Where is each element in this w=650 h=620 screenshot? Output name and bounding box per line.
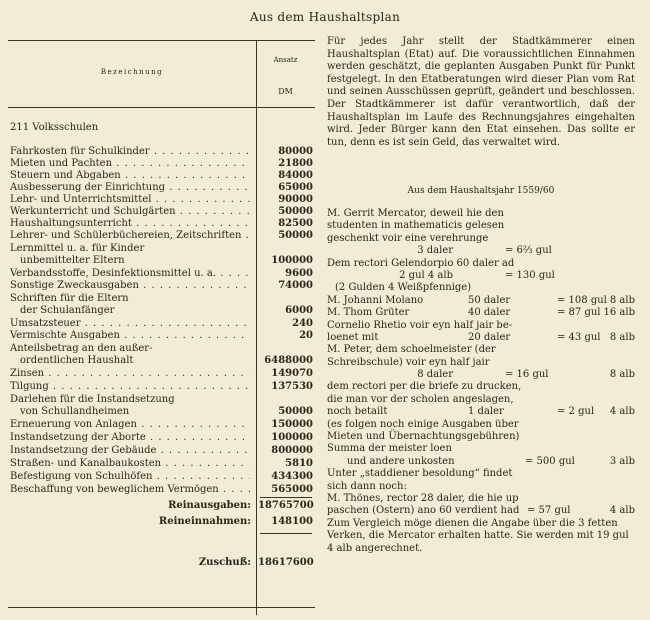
row-desc: Zinsen . . . <box>10 368 250 380</box>
ledger-line: (es folgen noch einige Ausgaben über <box>327 418 519 430</box>
row-amount: 100000 <box>271 432 313 443</box>
ledger-line: und andere unkosten = 500 gul 3 alb <box>347 455 635 467</box>
row-desc: Mieten und Pachten . . . <box>10 158 250 170</box>
row-desc: Anteilsbetrag an den außer- ordentlichen Haushalt . . . <box>10 343 250 367</box>
ledger-line: noch betailt 1 daler = 2 gul 4 alb <box>327 406 635 418</box>
ledger-line: M. Thönes, rector 28 daler, die hie up <box>327 492 519 504</box>
history-ledger <box>327 208 635 555</box>
ledger-line: die man vor der scholen angeslagen, <box>327 393 514 405</box>
total-amount: 18765700 <box>258 500 314 511</box>
row-amount: 50000 <box>278 406 313 417</box>
row-desc: Lernmittel u. a. für Kinder unbemittelter Eltern . . . <box>10 243 250 267</box>
header-ansatz: Ansatz <box>273 56 298 64</box>
ledger-line: (2 Gulden 4 Weißpfennige) <box>335 282 472 294</box>
sum-rule <box>260 533 312 534</box>
row-desc: Verbandsstoffe, Desinfektionsmittel u. a. . . . <box>10 268 250 280</box>
total-label: Reineinnahmen: <box>158 516 251 527</box>
table-top-rule <box>8 40 315 41</box>
row-desc: Werkunterricht und Schulgärten . . . <box>10 206 250 218</box>
row-desc: Befestigung von Schulhöfen . . . <box>10 471 250 483</box>
row-desc: Instandsetzung der Aborte . . . <box>10 432 250 444</box>
ledger-line: Mieten und Übernachtungsgebühren) <box>327 431 520 443</box>
ledger-line: Dem rectori Gelendorpio 60 daler ad <box>327 257 515 269</box>
row-desc: Sonstige Zweckausgaben . . . <box>10 280 250 292</box>
ledger-line: Cornelio Rhetio voir eyn half jair be- <box>327 319 513 331</box>
row-desc: Ausbesserung der Einrichtung . . . <box>10 182 250 194</box>
row-amount: 150000 <box>271 419 313 430</box>
row-desc: Fahrkosten für Schulkinder . . . <box>10 146 250 158</box>
row-amount: 137530 <box>271 381 313 392</box>
row-amount: 5810 <box>285 458 313 469</box>
row-amount: 565000 <box>271 484 313 495</box>
ledger-line: 3 daler = 6⅔ gul <box>417 245 552 257</box>
ledger-line: paschen (Ostern) ano 60 verdient had = 57 gul 4 alb <box>327 505 635 517</box>
row-desc: Straßen- und Kanalbaukosten . . . <box>10 458 250 470</box>
ledger-line: sich dann noch: <box>327 480 407 492</box>
row-amount: 149070 <box>271 368 313 379</box>
row-amount: 800000 <box>271 445 313 456</box>
row-amount: 74000 <box>278 280 313 291</box>
ledger-line: M. Thom Grüter 40 daler = 87 gul 16 alb <box>327 307 635 319</box>
ledger-line: geschenkt voir eine verehrunge <box>327 232 489 244</box>
row-amount: 82500 <box>278 218 313 229</box>
row-amount: 84000 <box>278 170 313 181</box>
row-amount: 21800 <box>278 158 313 169</box>
row-amount: 90000 <box>278 194 313 205</box>
row-desc: Lehr- und Unterrichtsmittel . . . <box>10 194 250 206</box>
row-desc: Haushaltungsunterricht . . . <box>10 218 250 230</box>
budget-table <box>8 40 315 615</box>
row-desc: Lehrer- und Schülerbüchereien, Zeitschriften . . . <box>10 230 250 242</box>
row-amount: 50000 <box>278 230 313 241</box>
amount-column-rule <box>256 40 257 615</box>
row-desc: Steuern und Abgaben . . . <box>10 170 250 182</box>
total-amount: 148100 <box>271 516 313 527</box>
row-desc: Erneuerung von Anlagen . . . <box>10 419 250 431</box>
ledger-line: Unter „staddiener besoldung“ findet <box>327 468 513 480</box>
ledger-line: studenten in mathematicis gelesen <box>327 220 505 232</box>
row-desc: Tilgung . . . <box>10 381 250 393</box>
header-description: Bezeichnung <box>100 68 164 76</box>
row-amount: 65000 <box>278 182 313 193</box>
row-amount: 50000 <box>278 206 313 217</box>
row-amount: 80000 <box>278 146 313 157</box>
table-header-rule <box>8 107 315 108</box>
header-unit: DM <box>278 87 293 96</box>
row-desc: Umsatzsteuer . . . <box>10 318 250 330</box>
total-amount: 18617600 <box>258 557 314 568</box>
ledger-line: 2 gul 4 alb = 130 gul <box>399 269 555 281</box>
row-desc: Schriften für die Eltern der Schulanfänger . . . <box>10 293 250 317</box>
intro-paragraph: Für jedes Jahr stellt der Stadtkämmerer einen Haushaltsplan (Etat) auf. Die voraussichtlichen Einnahmen werden geschätzt, die geplanten Ausgaben Punkt für Punkt festgelegt. In den Etatberatungen wird dieser Plan vom Rat und seinen Ausschüssen geprüft, geändert und beschlossen. Der Stadtkämmerer ist dafür verantwortlich, daß der Haushaltsplan im Laufe des Rechnungsjahres eingehalten wird. Jeder Bürger kann den Etat einsehen. Das sollte er tun, denn es ist sein Geld, das verwaltet wird. <box>327 36 635 148</box>
total-label: Reinausgaben: <box>168 500 251 511</box>
table-bottom-rule <box>8 607 315 608</box>
total-label: Zuschuß: <box>198 557 251 568</box>
row-amount: 6488000 <box>264 355 313 366</box>
row-amount: 434300 <box>271 471 313 482</box>
ledger-line: Schreibschule) voir eyn half jair <box>327 356 490 368</box>
row-amount: 6000 <box>285 305 313 316</box>
section-title: 211 Volksschulen <box>10 122 99 133</box>
ledger-line: 8 daler = 16 gul 8 alb <box>417 369 635 381</box>
sum-rule <box>260 497 312 498</box>
ledger-note: Zum Vergleich möge dienen die Angabe über die 3 fetten Verken, die Mercator erhalten hatte. Sie werden mit 19 gul 4 alb angerechnet. <box>327 517 629 554</box>
row-desc: Darlehen für die Instandsetzung von Schullandheimen . . . <box>10 394 250 418</box>
ledger-line: dem rectori per die briefe zu drucken, <box>327 381 522 393</box>
row-amount: 20 <box>299 330 313 341</box>
row-desc: Vermischte Ausgaben . . . <box>10 330 250 342</box>
ledger-line: M. Johanni Molano 50 daler = 108 gul 8 alb <box>327 294 635 306</box>
ledger-line: Summa der meister loen <box>327 443 452 455</box>
ledger-line: M. Peter, dem schoelmeister (der <box>327 344 496 356</box>
row-desc: Beschaffung von beweglichem Vermögen . . . <box>10 484 250 496</box>
row-amount: 100000 <box>271 255 313 266</box>
ledger-line: loenet mit 20 daler = 43 gul 8 alb <box>327 331 635 343</box>
ledger-line: M. Gerrit Mercator, deweil hie den <box>327 208 504 219</box>
history-title: Aus dem Haushaltsjahr 1559/60 <box>407 186 555 196</box>
row-desc: Instandsetzung der Gebäude . . . <box>10 445 250 457</box>
page-title: Aus dem Haushaltsplan <box>249 10 401 24</box>
row-amount: 240 <box>292 318 313 329</box>
row-amount: 9600 <box>285 268 313 279</box>
